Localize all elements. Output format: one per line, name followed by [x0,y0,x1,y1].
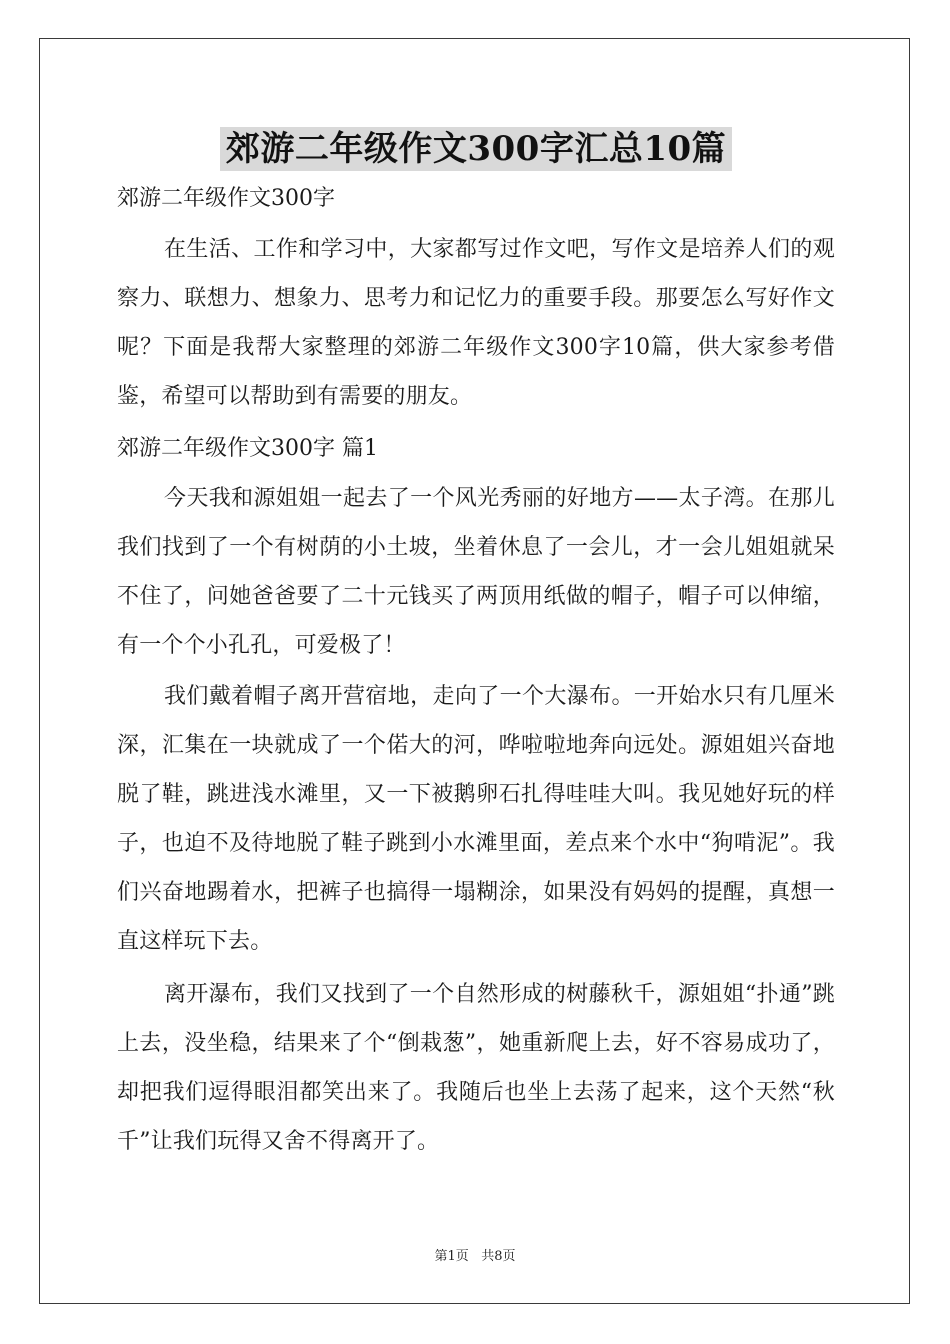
body-paragraph-1: 今天我和源姐姐一起去了一个风光秀丽的好地方——太子湾。在那儿我们找到了一个有树荫的小土坡，坐着休息了一会儿，才一会儿姐姐就呆不住了，问她爸爸要了二十元钱买了两顶用纸做的帽子，帽子可以伸缩，有一个个小孔孔，可爱极了！ [117,486,835,658]
intro-paragraph: 在生活、工作和学习中，大家都写过作文吧，写作文是培养人们的观察力、联想力、想象力、思考力和记忆力的重要手段。那要怎么写好作文呢？下面是我帮大家整理的郊游二年级作文300字10篇，供大家参考借鉴，希望可以帮助到有需要的朋友。 [117,237,835,409]
section-heading: 郊游二年级作文300字 篇1 [117,436,378,461]
body-paragraph-3: 离开瀑布，我们又找到了一个自然形成的树藤秋千，源姐姐“扑通”跳上去，没坐稳，结果来了个“倒栽葱”，她重新爬上去，好不容易成功了，却把我们逗得眼泪都笑出来了。我随后也坐上去荡了起来，这个天然“秋千”让我们玩得又舍不得离开了。 [117,982,835,1154]
page-footer [0,1248,950,1266]
document-subtitle: 郊游二年级作文300字 [117,186,335,211]
title-container [117,127,835,171]
page-number: 第1页 [434,1249,469,1264]
body-paragraph-2: 我们戴着帽子离开营宿地，走向了一个大瀑布。一开始水只有几厘米深，汇集在一块就成了一个偌大的河，哗啦啦地奔向远处。源姐姐兴奋地脱了鞋，跳进浅水滩里，又一下被鹅卵石扎得哇哇大叫。我见她好玩的样子，也迫不及待地脱了鞋子跳到小水滩里面，差点来个水中“狗啃泥”。我们兴奋地踢着水，把裤子也搞得一塌糊涂，如果没有妈妈的提醒，真想一直这样玩下去。 [117,684,835,954]
page-total: 共8页 [481,1249,516,1264]
document-title: 郊游二年级作文300字汇总10篇 [220,127,732,171]
